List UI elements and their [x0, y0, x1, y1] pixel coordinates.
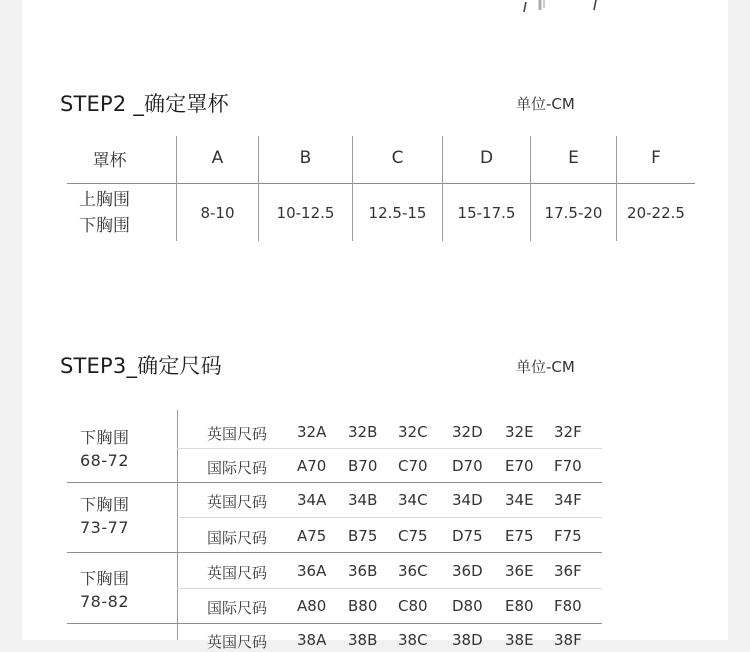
- under-bust-label: 下胸围: [79, 216, 130, 236]
- size-value: B80: [348, 597, 378, 615]
- under-bust-label: 下胸围: [80, 495, 130, 514]
- row-divider: [177, 588, 602, 589]
- size-value: A75: [297, 527, 327, 545]
- cup-header: D: [479, 148, 494, 168]
- step2-unit: 单位-CM: [516, 95, 575, 113]
- size-value: 34E: [505, 491, 534, 509]
- cup-difference-value: 15-17.5: [457, 203, 516, 222]
- size-value: A80: [297, 597, 327, 615]
- cup-header: E: [568, 148, 579, 168]
- group-divider: [67, 552, 602, 553]
- size-value: E70: [505, 457, 534, 475]
- size-value: 36C: [398, 562, 428, 580]
- size-value: 38F: [554, 631, 582, 649]
- difference-row-label: [79, 187, 130, 239]
- size-value: D70: [452, 457, 483, 475]
- column-divider: [177, 410, 178, 640]
- size-table: [67, 410, 602, 651]
- size-value: 34B: [348, 491, 378, 509]
- under-bust-group: [80, 567, 130, 613]
- under-bust-group: [80, 493, 130, 539]
- cup-header: C: [391, 148, 404, 168]
- size-value: 36B: [348, 562, 378, 580]
- size-value: 34F: [554, 491, 582, 509]
- size-value: C80: [398, 597, 428, 615]
- size-value: 32C: [398, 423, 428, 441]
- size-value: C70: [398, 457, 428, 475]
- under-bust-range: 78-82: [80, 592, 129, 611]
- size-system-label: 国际尺码: [207, 599, 268, 617]
- size-value: E80: [505, 597, 534, 615]
- cup-difference-value: 20-22.5: [627, 203, 685, 222]
- size-value: C75: [398, 527, 428, 545]
- size-system-label: 英国尺码: [207, 633, 268, 651]
- size-value: 34D: [452, 491, 483, 509]
- size-value: 32A: [297, 423, 327, 441]
- step3-title: STEP3_确定尺码: [60, 354, 222, 378]
- size-value: 36D: [452, 562, 483, 580]
- size-system-label: 国际尺码: [207, 459, 268, 477]
- cup-header: F: [651, 148, 661, 168]
- size-value: 36F: [554, 562, 582, 580]
- size-value: D80: [452, 597, 483, 615]
- under-bust-group: [80, 426, 130, 472]
- size-system-label: 英国尺码: [207, 425, 268, 443]
- size-value: 38B: [348, 631, 378, 649]
- size-system-label: 英国尺码: [207, 564, 268, 582]
- cup-header-label: 罩杯: [92, 150, 127, 171]
- cup-header: B: [299, 148, 312, 168]
- cup-difference-value: 8-10: [200, 203, 235, 222]
- size-value: 36A: [297, 562, 327, 580]
- group-divider: [67, 482, 602, 483]
- size-value: B70: [348, 457, 378, 475]
- row-divider: [177, 448, 602, 449]
- under-bust-label: 下胸围: [80, 569, 130, 588]
- size-value: F70: [554, 457, 582, 475]
- size-value: 38D: [452, 631, 483, 649]
- size-value: 32F: [554, 423, 582, 441]
- step3-unit: 单位-CM: [516, 358, 575, 376]
- step2-title: STEP2 _确定罩杯: [60, 92, 229, 116]
- size-value: A70: [297, 457, 327, 475]
- size-value: 36E: [505, 562, 534, 580]
- under-bust-label: 下胸围: [80, 428, 130, 447]
- cup-difference-value: 12.5-15: [368, 203, 427, 222]
- size-value: 34A: [297, 491, 327, 509]
- cup-difference-value: 10-12.5: [276, 203, 335, 222]
- size-value: D75: [452, 527, 483, 545]
- size-system-label: 国际尺码: [207, 529, 268, 547]
- cup-header: A: [211, 148, 224, 168]
- under-bust-range: 68-72: [80, 451, 129, 470]
- size-value: 38A: [297, 631, 327, 649]
- size-value: 32D: [452, 423, 483, 441]
- size-value: B75: [348, 527, 378, 545]
- size-value: F75: [554, 527, 582, 545]
- size-value: F80: [554, 597, 582, 615]
- cup-difference-value: 17.5-20: [544, 203, 603, 222]
- under-bust-range: 73-77: [80, 518, 129, 537]
- size-value: E75: [505, 527, 534, 545]
- size-value: 32B: [348, 423, 378, 441]
- product-image-fragment: [520, 0, 600, 14]
- group-divider: [67, 623, 602, 624]
- size-value: 38C: [398, 631, 428, 649]
- upper-bust-label: 上胸围: [79, 190, 130, 210]
- row-divider: [177, 517, 602, 518]
- size-value: 32E: [505, 423, 534, 441]
- cup-table: [67, 133, 695, 241]
- size-system-label: 英国尺码: [207, 493, 268, 511]
- size-value: 34C: [398, 491, 428, 509]
- size-value: 38E: [505, 631, 534, 649]
